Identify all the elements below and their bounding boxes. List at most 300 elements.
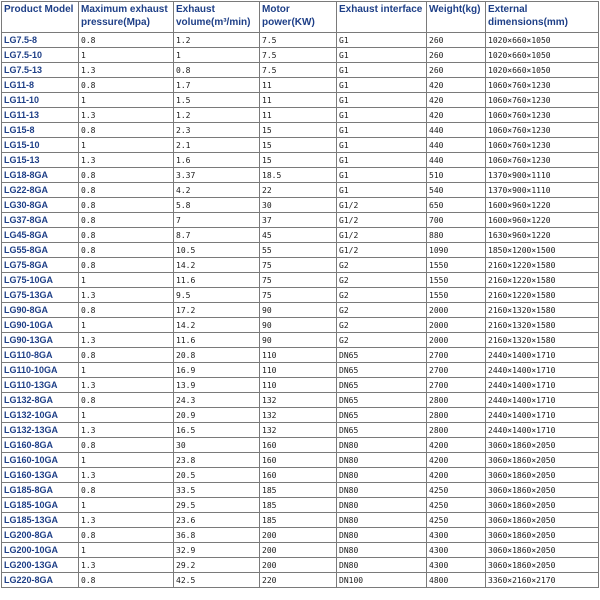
cell-exhaust-interface: DN80 xyxy=(337,438,427,453)
cell-product-model: LG55-8GA xyxy=(2,243,79,258)
cell-weight: 1550 xyxy=(427,288,486,303)
cell-weight: 440 xyxy=(427,153,486,168)
cell-exhaust-interface: G1 xyxy=(337,153,427,168)
cell-exhaust-interface: G1 xyxy=(337,168,427,183)
table-body xyxy=(2,33,599,588)
cell-exhaust-volume: 17.2 xyxy=(174,303,260,318)
cell-exhaust-volume: 10.5 xyxy=(174,243,260,258)
cell-weight: 2800 xyxy=(427,393,486,408)
cell-external-dimensions: 2160×1220×1580 xyxy=(486,273,599,288)
table-row xyxy=(2,378,599,393)
cell-external-dimensions: 2440×1400×1710 xyxy=(486,393,599,408)
cell-max-pressure: 1.3 xyxy=(79,153,174,168)
cell-product-model: LG11-8 xyxy=(2,78,79,93)
cell-external-dimensions: 2160×1320×1580 xyxy=(486,303,599,318)
table-row xyxy=(2,408,599,423)
cell-external-dimensions: 2160×1220×1580 xyxy=(486,258,599,273)
cell-exhaust-volume: 11.6 xyxy=(174,333,260,348)
table-row xyxy=(2,48,599,63)
cell-weight: 4200 xyxy=(427,468,486,483)
cell-exhaust-volume: 5.8 xyxy=(174,198,260,213)
cell-weight: 420 xyxy=(427,93,486,108)
cell-motor-power: 75 xyxy=(260,258,337,273)
cell-exhaust-volume: 9.5 xyxy=(174,288,260,303)
cell-external-dimensions: 2440×1400×1710 xyxy=(486,408,599,423)
cell-max-pressure: 1.3 xyxy=(79,288,174,303)
cell-max-pressure: 0.8 xyxy=(79,198,174,213)
cell-motor-power: 15 xyxy=(260,123,337,138)
header-max-exhaust-pressure: Maximum exhaust pressure(Mpa) xyxy=(79,2,174,33)
cell-external-dimensions: 3060×1860×2050 xyxy=(486,558,599,573)
cell-exhaust-volume: 0.8 xyxy=(174,63,260,78)
cell-max-pressure: 1 xyxy=(79,138,174,153)
cell-external-dimensions: 2440×1400×1710 xyxy=(486,363,599,378)
table-row xyxy=(2,108,599,123)
cell-exhaust-volume: 11.6 xyxy=(174,273,260,288)
cell-weight: 700 xyxy=(427,213,486,228)
cell-external-dimensions: 3060×1860×2050 xyxy=(486,438,599,453)
cell-max-pressure: 1.3 xyxy=(79,108,174,123)
cell-weight: 4200 xyxy=(427,438,486,453)
header-motor-power: Motor power(KW) xyxy=(260,2,337,33)
cell-motor-power: 200 xyxy=(260,558,337,573)
cell-external-dimensions: 1600×960×1220 xyxy=(486,198,599,213)
cell-max-pressure: 1.3 xyxy=(79,423,174,438)
cell-max-pressure: 1 xyxy=(79,498,174,513)
table-row xyxy=(2,258,599,273)
cell-motor-power: 18.5 xyxy=(260,168,337,183)
cell-exhaust-interface: DN80 xyxy=(337,543,427,558)
cell-max-pressure: 0.8 xyxy=(79,78,174,93)
cell-exhaust-volume: 1.2 xyxy=(174,108,260,123)
cell-weight: 2800 xyxy=(427,423,486,438)
cell-exhaust-interface: DN100 xyxy=(337,573,427,588)
cell-exhaust-interface: G2 xyxy=(337,303,427,318)
cell-exhaust-interface: G2 xyxy=(337,258,427,273)
cell-motor-power: 11 xyxy=(260,108,337,123)
cell-external-dimensions: 1600×960×1220 xyxy=(486,213,599,228)
cell-exhaust-interface: G1 xyxy=(337,123,427,138)
cell-max-pressure: 1.3 xyxy=(79,63,174,78)
table-row xyxy=(2,228,599,243)
cell-max-pressure: 0.8 xyxy=(79,183,174,198)
cell-exhaust-interface: DN80 xyxy=(337,528,427,543)
cell-exhaust-interface: G2 xyxy=(337,318,427,333)
cell-exhaust-interface: DN80 xyxy=(337,483,427,498)
table-row xyxy=(2,543,599,558)
cell-weight: 1550 xyxy=(427,258,486,273)
cell-product-model: LG90-13GA xyxy=(2,333,79,348)
cell-max-pressure: 1 xyxy=(79,48,174,63)
cell-weight: 1550 xyxy=(427,273,486,288)
cell-motor-power: 90 xyxy=(260,318,337,333)
cell-motor-power: 55 xyxy=(260,243,337,258)
cell-product-model: LG185-10GA xyxy=(2,498,79,513)
cell-motor-power: 11 xyxy=(260,93,337,108)
cell-external-dimensions: 1370×900×1110 xyxy=(486,183,599,198)
cell-product-model: LG37-8GA xyxy=(2,213,79,228)
cell-exhaust-interface: DN80 xyxy=(337,513,427,528)
cell-weight: 2000 xyxy=(427,303,486,318)
table-row xyxy=(2,273,599,288)
table-row xyxy=(2,198,599,213)
cell-product-model: LG132-10GA xyxy=(2,408,79,423)
cell-exhaust-interface: G1 xyxy=(337,48,427,63)
cell-motor-power: 110 xyxy=(260,348,337,363)
cell-motor-power: 110 xyxy=(260,378,337,393)
cell-motor-power: 185 xyxy=(260,483,337,498)
table-row xyxy=(2,498,599,513)
cell-product-model: LG110-8GA xyxy=(2,348,79,363)
cell-weight: 4250 xyxy=(427,483,486,498)
table-row xyxy=(2,153,599,168)
cell-exhaust-volume: 3.37 xyxy=(174,168,260,183)
cell-motor-power: 75 xyxy=(260,288,337,303)
cell-weight: 4300 xyxy=(427,528,486,543)
cell-exhaust-interface: G1/2 xyxy=(337,213,427,228)
cell-external-dimensions: 1850×1200×1500 xyxy=(486,243,599,258)
cell-max-pressure: 0.8 xyxy=(79,213,174,228)
cell-product-model: LG220-8GA xyxy=(2,573,79,588)
cell-exhaust-interface: DN80 xyxy=(337,498,427,513)
cell-external-dimensions: 1370×900×1110 xyxy=(486,168,599,183)
cell-external-dimensions: 1020×660×1050 xyxy=(486,48,599,63)
cell-weight: 2000 xyxy=(427,333,486,348)
cell-weight: 4250 xyxy=(427,513,486,528)
cell-motor-power: 7.5 xyxy=(260,48,337,63)
cell-motor-power: 90 xyxy=(260,303,337,318)
cell-product-model: LG185-13GA xyxy=(2,513,79,528)
cell-product-model: LG45-8GA xyxy=(2,228,79,243)
cell-external-dimensions: 1060×760×1230 xyxy=(486,138,599,153)
table-row xyxy=(2,513,599,528)
cell-weight: 4800 xyxy=(427,573,486,588)
cell-product-model: LG110-10GA xyxy=(2,363,79,378)
cell-exhaust-volume: 1.7 xyxy=(174,78,260,93)
table-row xyxy=(2,213,599,228)
table-row xyxy=(2,138,599,153)
cell-exhaust-interface: G1/2 xyxy=(337,243,427,258)
cell-exhaust-volume: 7 xyxy=(174,213,260,228)
cell-weight: 2700 xyxy=(427,378,486,393)
cell-exhaust-volume: 2.1 xyxy=(174,138,260,153)
header-product-model: Product Model xyxy=(2,2,79,33)
cell-exhaust-volume: 1.6 xyxy=(174,153,260,168)
cell-exhaust-volume: 20.5 xyxy=(174,468,260,483)
table-row xyxy=(2,393,599,408)
cell-weight: 4300 xyxy=(427,558,486,573)
cell-product-model: LG15-13 xyxy=(2,153,79,168)
cell-product-model: LG11-13 xyxy=(2,108,79,123)
cell-max-pressure: 0.8 xyxy=(79,483,174,498)
cell-exhaust-volume: 20.9 xyxy=(174,408,260,423)
cell-external-dimensions: 2160×1320×1580 xyxy=(486,318,599,333)
cell-exhaust-interface: G1 xyxy=(337,138,427,153)
cell-weight: 4200 xyxy=(427,453,486,468)
cell-max-pressure: 0.8 xyxy=(79,438,174,453)
cell-exhaust-volume: 23.6 xyxy=(174,513,260,528)
cell-exhaust-interface: DN65 xyxy=(337,423,427,438)
cell-weight: 420 xyxy=(427,108,486,123)
table-row xyxy=(2,573,599,588)
cell-max-pressure: 1 xyxy=(79,318,174,333)
cell-motor-power: 132 xyxy=(260,408,337,423)
table-row xyxy=(2,453,599,468)
cell-exhaust-volume: 14.2 xyxy=(174,318,260,333)
cell-motor-power: 160 xyxy=(260,468,337,483)
header-exhaust-interface: Exhaust interface xyxy=(337,2,427,33)
cell-product-model: LG75-13GA xyxy=(2,288,79,303)
cell-motor-power: 160 xyxy=(260,453,337,468)
cell-product-model: LG30-8GA xyxy=(2,198,79,213)
cell-exhaust-volume: 1.2 xyxy=(174,33,260,48)
cell-external-dimensions: 2440×1400×1710 xyxy=(486,348,599,363)
cell-max-pressure: 1.3 xyxy=(79,513,174,528)
table-row xyxy=(2,288,599,303)
cell-motor-power: 7.5 xyxy=(260,33,337,48)
cell-external-dimensions: 3060×1860×2050 xyxy=(486,543,599,558)
table-row xyxy=(2,93,599,108)
cell-external-dimensions: 2160×1320×1580 xyxy=(486,333,599,348)
cell-weight: 260 xyxy=(427,63,486,78)
cell-weight: 510 xyxy=(427,168,486,183)
cell-external-dimensions: 1060×760×1230 xyxy=(486,78,599,93)
table-row xyxy=(2,528,599,543)
cell-external-dimensions: 3060×1860×2050 xyxy=(486,468,599,483)
table-row xyxy=(2,348,599,363)
cell-product-model: LG200-8GA xyxy=(2,528,79,543)
cell-max-pressure: 0.8 xyxy=(79,303,174,318)
cell-external-dimensions: 1060×760×1230 xyxy=(486,153,599,168)
cell-weight: 4300 xyxy=(427,543,486,558)
table-row xyxy=(2,468,599,483)
cell-motor-power: 185 xyxy=(260,513,337,528)
cell-exhaust-volume: 4.2 xyxy=(174,183,260,198)
cell-motor-power: 45 xyxy=(260,228,337,243)
cell-exhaust-interface: DN65 xyxy=(337,348,427,363)
cell-external-dimensions: 2440×1400×1710 xyxy=(486,378,599,393)
cell-external-dimensions: 1020×660×1050 xyxy=(486,33,599,48)
cell-exhaust-volume: 16.5 xyxy=(174,423,260,438)
cell-exhaust-interface: G1 xyxy=(337,93,427,108)
table-row xyxy=(2,243,599,258)
cell-product-model: LG7.5-10 xyxy=(2,48,79,63)
cell-exhaust-interface: DN65 xyxy=(337,363,427,378)
cell-exhaust-volume: 42.5 xyxy=(174,573,260,588)
cell-exhaust-volume: 13.9 xyxy=(174,378,260,393)
cell-max-pressure: 1.3 xyxy=(79,558,174,573)
cell-external-dimensions: 2160×1220×1580 xyxy=(486,288,599,303)
cell-max-pressure: 1 xyxy=(79,273,174,288)
table-row xyxy=(2,78,599,93)
cell-motor-power: 22 xyxy=(260,183,337,198)
cell-external-dimensions: 1060×760×1230 xyxy=(486,108,599,123)
cell-exhaust-interface: G2 xyxy=(337,273,427,288)
cell-exhaust-volume: 29.5 xyxy=(174,498,260,513)
cell-exhaust-volume: 1 xyxy=(174,48,260,63)
cell-product-model: LG90-10GA xyxy=(2,318,79,333)
cell-product-model: LG7.5-13 xyxy=(2,63,79,78)
cell-exhaust-volume: 16.9 xyxy=(174,363,260,378)
cell-max-pressure: 0.8 xyxy=(79,393,174,408)
cell-motor-power: 90 xyxy=(260,333,337,348)
table-row xyxy=(2,123,599,138)
table-row xyxy=(2,363,599,378)
cell-external-dimensions: 3360×2160×2170 xyxy=(486,573,599,588)
cell-max-pressure: 0.8 xyxy=(79,228,174,243)
cell-exhaust-volume: 29.2 xyxy=(174,558,260,573)
cell-external-dimensions: 3060×1860×2050 xyxy=(486,498,599,513)
cell-weight: 540 xyxy=(427,183,486,198)
table-row xyxy=(2,438,599,453)
cell-product-model: LG132-13GA xyxy=(2,423,79,438)
cell-product-model: LG22-8GA xyxy=(2,183,79,198)
cell-max-pressure: 1 xyxy=(79,93,174,108)
cell-product-model: LG15-10 xyxy=(2,138,79,153)
cell-weight: 260 xyxy=(427,33,486,48)
cell-weight: 420 xyxy=(427,78,486,93)
cell-exhaust-volume: 30 xyxy=(174,438,260,453)
cell-weight: 440 xyxy=(427,138,486,153)
cell-weight: 2700 xyxy=(427,363,486,378)
cell-max-pressure: 1 xyxy=(79,453,174,468)
cell-exhaust-volume: 2.3 xyxy=(174,123,260,138)
cell-exhaust-volume: 36.8 xyxy=(174,528,260,543)
cell-motor-power: 75 xyxy=(260,273,337,288)
cell-max-pressure: 0.8 xyxy=(79,168,174,183)
cell-exhaust-volume: 33.5 xyxy=(174,483,260,498)
cell-external-dimensions: 1060×760×1230 xyxy=(486,93,599,108)
cell-exhaust-interface: G1 xyxy=(337,108,427,123)
cell-product-model: LG18-8GA xyxy=(2,168,79,183)
table-row xyxy=(2,33,599,48)
cell-external-dimensions: 1020×660×1050 xyxy=(486,63,599,78)
cell-weight: 4250 xyxy=(427,498,486,513)
cell-product-model: LG110-13GA xyxy=(2,378,79,393)
cell-exhaust-volume: 20.8 xyxy=(174,348,260,363)
cell-external-dimensions: 3060×1860×2050 xyxy=(486,483,599,498)
cell-weight: 2700 xyxy=(427,348,486,363)
cell-weight: 1090 xyxy=(427,243,486,258)
cell-motor-power: 200 xyxy=(260,543,337,558)
cell-max-pressure: 1.3 xyxy=(79,333,174,348)
cell-product-model: LG90-8GA xyxy=(2,303,79,318)
cell-product-model: LG185-8GA xyxy=(2,483,79,498)
cell-weight: 440 xyxy=(427,123,486,138)
cell-exhaust-interface: DN65 xyxy=(337,378,427,393)
cell-motor-power: 30 xyxy=(260,198,337,213)
table-row xyxy=(2,303,599,318)
cell-motor-power: 15 xyxy=(260,153,337,168)
cell-exhaust-volume: 8.7 xyxy=(174,228,260,243)
cell-motor-power: 132 xyxy=(260,423,337,438)
cell-motor-power: 110 xyxy=(260,363,337,378)
cell-external-dimensions: 1630×960×1220 xyxy=(486,228,599,243)
cell-weight: 2800 xyxy=(427,408,486,423)
cell-max-pressure: 0.8 xyxy=(79,348,174,363)
cell-max-pressure: 0.8 xyxy=(79,243,174,258)
cell-exhaust-interface: G1 xyxy=(337,183,427,198)
cell-weight: 880 xyxy=(427,228,486,243)
cell-max-pressure: 0.8 xyxy=(79,123,174,138)
table-row xyxy=(2,318,599,333)
cell-exhaust-interface: G1 xyxy=(337,78,427,93)
cell-product-model: LG160-8GA xyxy=(2,438,79,453)
cell-exhaust-volume: 32.9 xyxy=(174,543,260,558)
cell-motor-power: 160 xyxy=(260,438,337,453)
cell-motor-power: 11 xyxy=(260,78,337,93)
header-weight: Weight(kg) xyxy=(427,2,486,33)
cell-product-model: LG200-10GA xyxy=(2,543,79,558)
cell-max-pressure: 1.3 xyxy=(79,378,174,393)
cell-max-pressure: 1 xyxy=(79,543,174,558)
cell-motor-power: 37 xyxy=(260,213,337,228)
cell-exhaust-interface: G1/2 xyxy=(337,228,427,243)
cell-exhaust-interface: G1 xyxy=(337,33,427,48)
cell-exhaust-volume: 1.5 xyxy=(174,93,260,108)
cell-external-dimensions: 3060×1860×2050 xyxy=(486,513,599,528)
cell-exhaust-interface: DN80 xyxy=(337,558,427,573)
cell-product-model: LG132-8GA xyxy=(2,393,79,408)
cell-motor-power: 220 xyxy=(260,573,337,588)
cell-product-model: LG75-8GA xyxy=(2,258,79,273)
cell-motor-power: 15 xyxy=(260,138,337,153)
cell-product-model: LG11-10 xyxy=(2,93,79,108)
cell-exhaust-interface: DN80 xyxy=(337,468,427,483)
cell-motor-power: 132 xyxy=(260,393,337,408)
cell-max-pressure: 0.8 xyxy=(79,528,174,543)
cell-exhaust-interface: G2 xyxy=(337,333,427,348)
cell-product-model: LG15-8 xyxy=(2,123,79,138)
cell-weight: 2000 xyxy=(427,318,486,333)
cell-external-dimensions: 3060×1860×2050 xyxy=(486,528,599,543)
table-row xyxy=(2,183,599,198)
table-row xyxy=(2,333,599,348)
cell-exhaust-interface: DN65 xyxy=(337,408,427,423)
cell-product-model: LG7.5-8 xyxy=(2,33,79,48)
cell-exhaust-interface: DN80 xyxy=(337,453,427,468)
cell-product-model: LG200-13GA xyxy=(2,558,79,573)
cell-product-model: LG160-13GA xyxy=(2,468,79,483)
cell-product-model: LG160-10GA xyxy=(2,453,79,468)
cell-max-pressure: 1 xyxy=(79,363,174,378)
cell-exhaust-interface: G2 xyxy=(337,288,427,303)
header-exhaust-volume: Exhaust volume(m³/min) xyxy=(174,2,260,33)
cell-exhaust-interface: G1 xyxy=(337,63,427,78)
header-external-dimensions: External dimensions(mm) xyxy=(486,2,599,33)
cell-exhaust-interface: DN65 xyxy=(337,393,427,408)
table-row xyxy=(2,423,599,438)
cell-exhaust-volume: 14.2 xyxy=(174,258,260,273)
cell-weight: 260 xyxy=(427,48,486,63)
cell-exhaust-volume: 23.8 xyxy=(174,453,260,468)
cell-weight: 650 xyxy=(427,198,486,213)
cell-max-pressure: 0.8 xyxy=(79,573,174,588)
cell-motor-power: 200 xyxy=(260,528,337,543)
cell-max-pressure: 1 xyxy=(79,408,174,423)
cell-external-dimensions: 2440×1400×1710 xyxy=(486,423,599,438)
cell-product-model: LG75-10GA xyxy=(2,273,79,288)
cell-max-pressure: 1.3 xyxy=(79,468,174,483)
cell-motor-power: 7.5 xyxy=(260,63,337,78)
spec-table xyxy=(1,1,599,588)
cell-max-pressure: 0.8 xyxy=(79,258,174,273)
table-row xyxy=(2,168,599,183)
cell-external-dimensions: 1060×760×1230 xyxy=(486,123,599,138)
cell-max-pressure: 0.8 xyxy=(79,33,174,48)
cell-exhaust-interface: G1/2 xyxy=(337,198,427,213)
cell-external-dimensions: 3060×1860×2050 xyxy=(486,453,599,468)
